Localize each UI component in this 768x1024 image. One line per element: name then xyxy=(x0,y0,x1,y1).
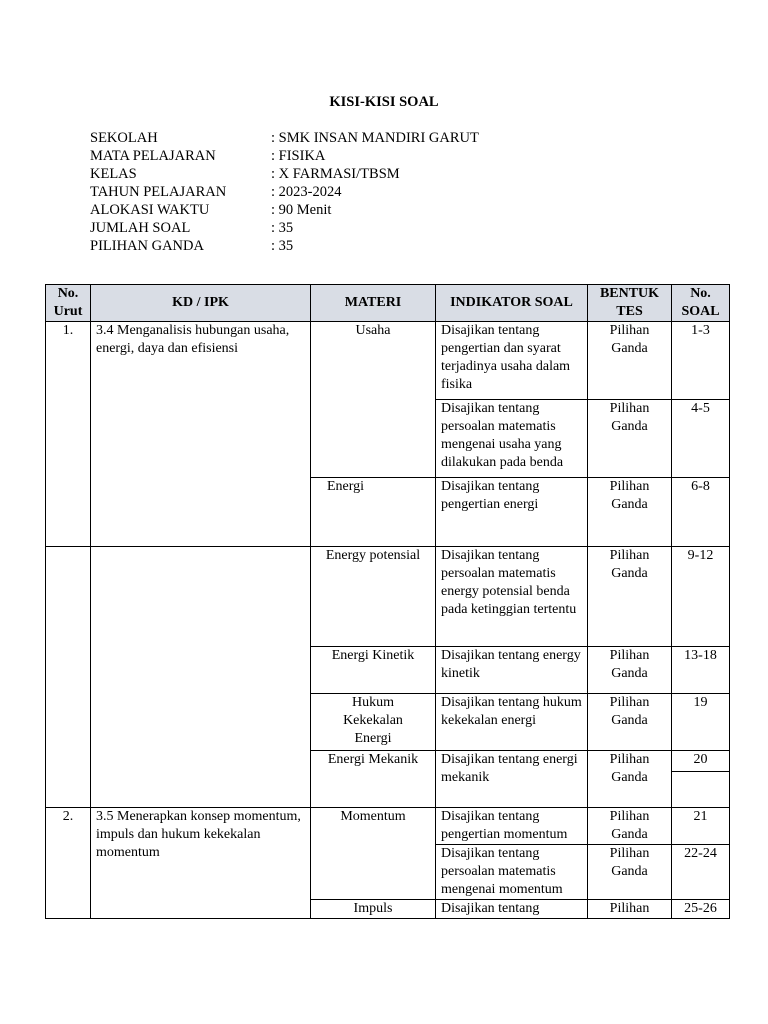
cell-materi: Energi Mekanik xyxy=(311,751,436,808)
cell-materi: Hukum Kekekalan Energi xyxy=(311,694,436,751)
info-row-mata-pelajaran xyxy=(90,147,479,165)
info-value: : SMK INSAN MANDIRI GARUT xyxy=(271,130,479,146)
cell-bentuk-tes: Pilihan Ganda xyxy=(588,751,672,808)
table-row xyxy=(46,547,730,647)
kisi-kisi-table xyxy=(45,284,730,919)
cell-bentuk-tes: Pilihan Ganda xyxy=(588,808,672,845)
cell-bentuk-tes: Pilihan Ganda xyxy=(588,845,672,900)
info-value: : 90 Menit xyxy=(271,202,332,218)
info-label: MATA PELAJARAN xyxy=(90,148,216,164)
info-row-kelas xyxy=(90,165,479,183)
table-row xyxy=(46,808,730,845)
cell-no-soal: 19 xyxy=(672,694,730,751)
cell-no-urut: 2. xyxy=(46,808,91,919)
info-block xyxy=(90,129,479,255)
info-label: PILIHAN GANDA xyxy=(90,238,204,254)
table-header-row xyxy=(46,285,730,322)
info-row-pilihan-ganda xyxy=(90,237,479,255)
cell-indikator: Disajikan tentang persoalan matematis energy potensial benda pada ketinggian tertentu xyxy=(436,547,588,647)
cell-materi: Energi xyxy=(311,478,436,547)
cell-indikator: Disajikan tentang energi mekanik xyxy=(436,751,588,808)
info-value: : 35 xyxy=(271,238,294,254)
cell-indikator: Disajikan tentang pengertian momentum xyxy=(436,808,588,845)
header-bentuk-tes: BENTUK TES xyxy=(588,285,672,322)
info-label: SEKOLAH xyxy=(90,130,158,146)
cell-no-soal: 22-24 xyxy=(672,845,730,900)
cell-no-soal: 13-18 xyxy=(672,647,730,694)
cell-indikator: Disajikan tentang persoalan matematis mengenai usaha yang dilakukan pada benda xyxy=(436,400,588,478)
info-label: KELAS xyxy=(90,166,137,182)
info-row-sekolah xyxy=(90,129,479,147)
info-value: : 35 xyxy=(271,220,294,236)
cell-no-soal: 20 xyxy=(672,751,730,772)
cell-no-urut: 1. xyxy=(46,322,91,547)
cell-indikator: Disajikan tentang hukum kekekalan energi xyxy=(436,694,588,751)
header-no-soal: No. SOAL xyxy=(672,285,730,322)
cell-indikator: Disajikan tentang persoalan matematis mengenai momentum xyxy=(436,845,588,900)
cell-kd-ipk-empty xyxy=(91,547,311,808)
cell-indikator: Disajikan tentang xyxy=(436,900,588,919)
info-label: TAHUN PELAJARAN xyxy=(90,184,227,200)
cell-no-soal-empty xyxy=(672,772,730,808)
info-row-alokasi-waktu xyxy=(90,201,479,219)
cell-materi: Impuls xyxy=(311,900,436,919)
cell-no-soal: 9-12 xyxy=(672,547,730,647)
cell-bentuk-tes: Pilihan xyxy=(588,900,672,919)
info-value: : 2023-2024 xyxy=(271,184,342,200)
cell-kd-ipk: 3.5 Menerapkan konsep momentum, impuls dan hukum kekekalan momentum xyxy=(91,808,311,919)
cell-no-urut-empty xyxy=(46,547,91,808)
info-label: JUMLAH SOAL xyxy=(90,220,191,236)
cell-bentuk-tes: Pilihan Ganda xyxy=(588,322,672,400)
header-indikator-soal: INDIKATOR SOAL xyxy=(436,285,588,322)
table-row xyxy=(46,322,730,400)
cell-bentuk-tes: Pilihan Ganda xyxy=(588,478,672,547)
info-row-jumlah-soal xyxy=(90,219,479,237)
cell-no-soal: 6-8 xyxy=(672,478,730,547)
cell-bentuk-tes: Pilihan Ganda xyxy=(588,547,672,647)
header-kd-ipk: KD / IPK xyxy=(91,285,311,322)
cell-no-soal: 4-5 xyxy=(672,400,730,478)
info-row-tahun-pelajaran xyxy=(90,183,479,201)
cell-indikator: Disajikan tentang pengertian energi xyxy=(436,478,588,547)
cell-kd-ipk: 3.4 Menganalisis hubungan usaha, energi, daya dan efisiensi xyxy=(91,322,311,547)
cell-indikator: Disajikan tentang energy kinetik xyxy=(436,647,588,694)
info-value: : FISIKA xyxy=(271,148,326,164)
cell-no-soal: 1-3 xyxy=(672,322,730,400)
cell-materi: Usaha xyxy=(311,322,436,478)
cell-materi: Momentum xyxy=(311,808,436,900)
cell-no-soal: 25-26 xyxy=(672,900,730,919)
document-title: KISI-KISI SOAL xyxy=(329,94,439,110)
cell-bentuk-tes: Pilihan Ganda xyxy=(588,694,672,751)
header-no-urut: No. Urut xyxy=(46,285,91,322)
info-label: ALOKASI WAKTU xyxy=(90,202,210,218)
cell-bentuk-tes: Pilihan Ganda xyxy=(588,400,672,478)
cell-materi: Energy potensial xyxy=(311,547,436,647)
cell-no-soal: 21 xyxy=(672,808,730,845)
cell-indikator: Disajikan tentang pengertian dan syarat terjadinya usaha dalam fisika xyxy=(436,322,588,400)
info-value: : X FARMASI/TBSM xyxy=(271,166,400,182)
header-materi: MATERI xyxy=(311,285,436,322)
cell-materi: Energi Kinetik xyxy=(311,647,436,694)
cell-bentuk-tes: Pilihan Ganda xyxy=(588,647,672,694)
